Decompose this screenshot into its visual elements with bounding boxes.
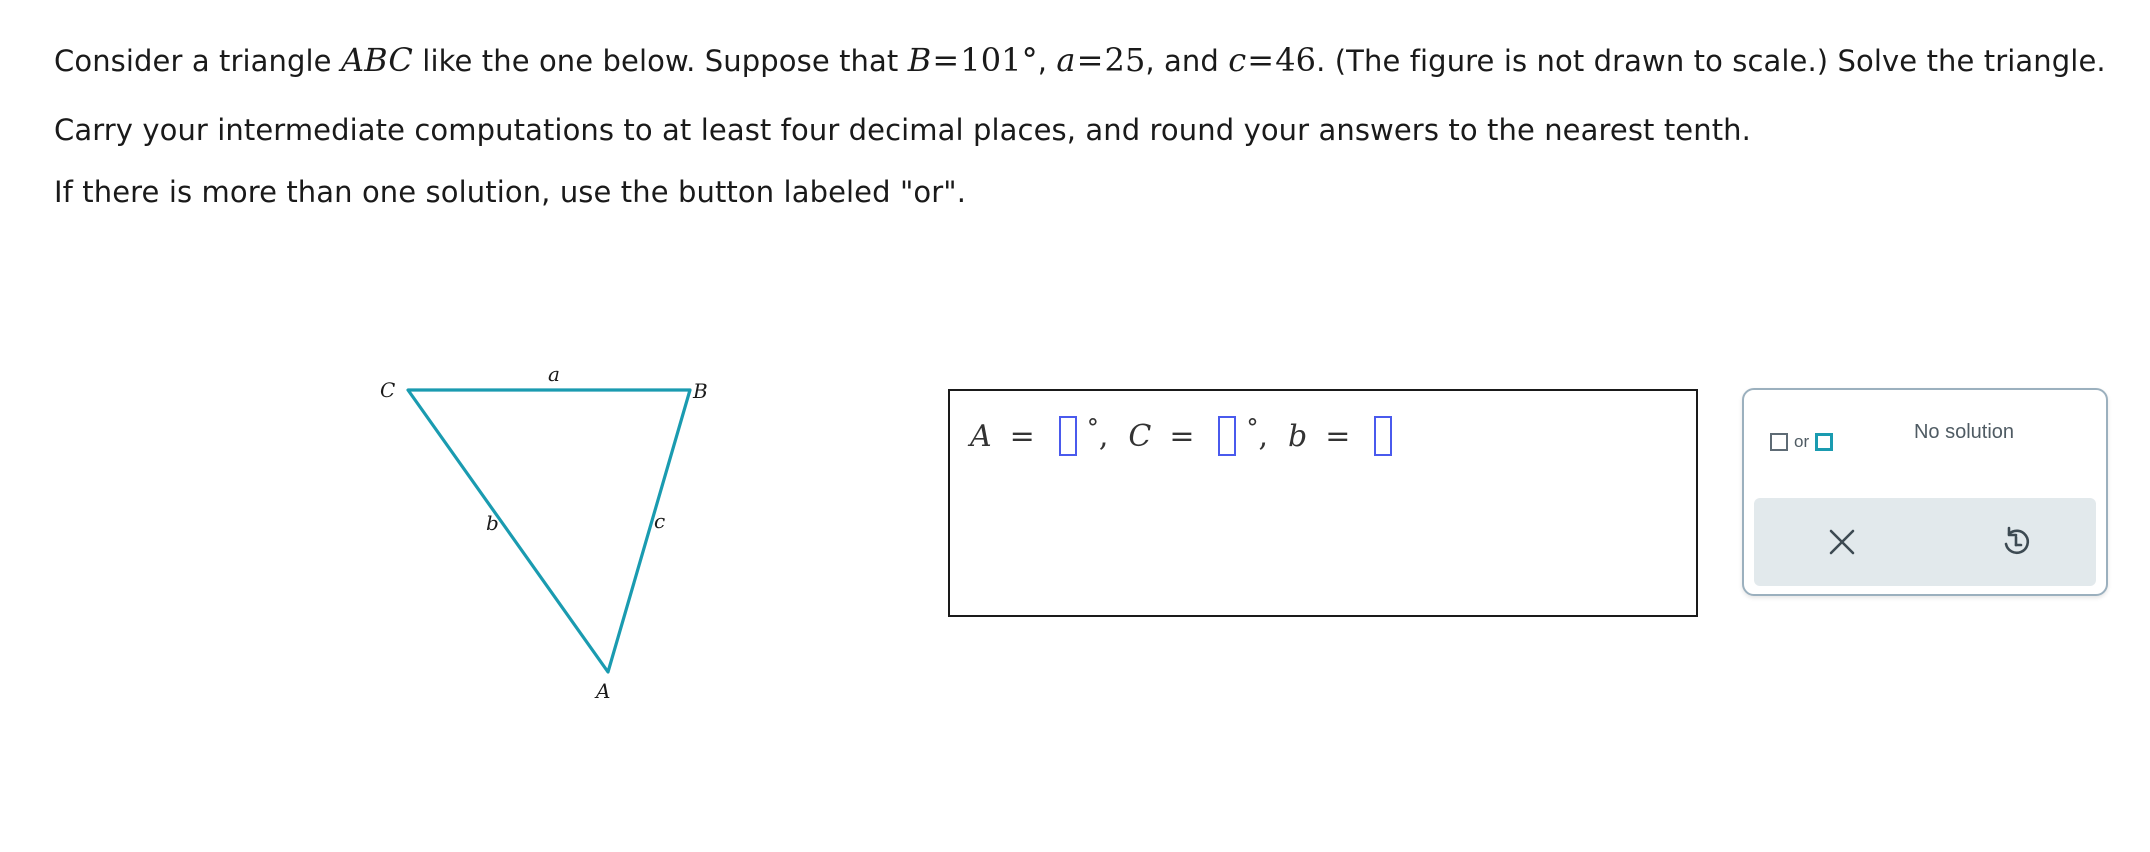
tool-footer: [1754, 498, 2096, 586]
answer-row: [970, 411, 1398, 461]
answer-side-b-var: b: [1288, 418, 1308, 454]
equals-sign: =: [1247, 41, 1275, 79]
given-side-c-var: c: [1228, 41, 1247, 79]
equals-sign: =: [1076, 41, 1104, 79]
vertex-label-a: A: [596, 679, 611, 703]
separator-text: ,: [1037, 44, 1057, 78]
tail-text: . (The figure is not drawn to scale.) Solve the triangle.: [1316, 44, 2106, 78]
or-right-box-icon: [1815, 433, 1833, 451]
given-angle-var: B: [907, 41, 932, 79]
undo-icon: [1999, 525, 2033, 559]
answer-angle-c-var: C: [1128, 418, 1152, 454]
triangle-name-c: C: [388, 41, 413, 79]
problem-statement-line-1: [54, 40, 2106, 81]
side-b-input[interactable]: [1374, 416, 1392, 456]
triangle-name-a: A: [340, 41, 365, 79]
angle-c-input[interactable]: [1218, 416, 1236, 456]
equals-sign: =: [1325, 418, 1351, 454]
angle-a-input[interactable]: [1059, 416, 1077, 456]
or-button[interactable]: [1770, 432, 1833, 452]
triangle-diagram: [360, 350, 740, 720]
problem-statement-line-3: If there is more than one solution, use the button labeled "or".: [54, 175, 967, 209]
problem-statement-line-2: Carry your intermediate computations to at least four decimal places, and round your answers to the nearest tenth.: [54, 113, 1751, 147]
equals-sign: =: [932, 41, 960, 79]
undo-button[interactable]: [1998, 524, 2034, 560]
separator-text: , and: [1145, 44, 1229, 78]
side-label-b: b: [486, 511, 499, 535]
answer-tools-panel: [1742, 388, 2108, 596]
triangle-name-b: B: [364, 41, 389, 79]
given-side-a-var: a: [1056, 41, 1076, 79]
answer-box: [948, 389, 1698, 617]
triangle-outline: [408, 390, 690, 672]
comma: ,: [1098, 418, 1109, 454]
degree-symbol: °: [1246, 414, 1259, 442]
lead-text: Consider a triangle: [54, 44, 341, 78]
or-left-box-icon: [1770, 433, 1788, 451]
close-icon: [1827, 527, 1857, 557]
no-solution-button[interactable]: No solution: [1913, 421, 2015, 443]
given-side-c-value: 46: [1275, 41, 1317, 79]
degree-symbol: °: [1086, 414, 1099, 442]
side-label-c: c: [654, 509, 666, 533]
vertex-label-c: C: [380, 378, 396, 402]
clear-button[interactable]: [1824, 524, 1860, 560]
or-label: or: [1794, 432, 1810, 451]
given-angle-value: 101°: [960, 41, 1038, 79]
vertex-label-b: B: [693, 379, 708, 403]
answer-angle-a-var: A: [970, 418, 992, 454]
mid-text: like the one below. Suppose that: [412, 44, 908, 78]
equals-sign: =: [1169, 418, 1195, 454]
triangle-figure: [360, 350, 740, 720]
equals-sign: =: [1009, 418, 1035, 454]
comma: ,: [1258, 418, 1269, 454]
side-label-a: a: [548, 362, 560, 386]
given-side-a-value: 25: [1104, 41, 1146, 79]
